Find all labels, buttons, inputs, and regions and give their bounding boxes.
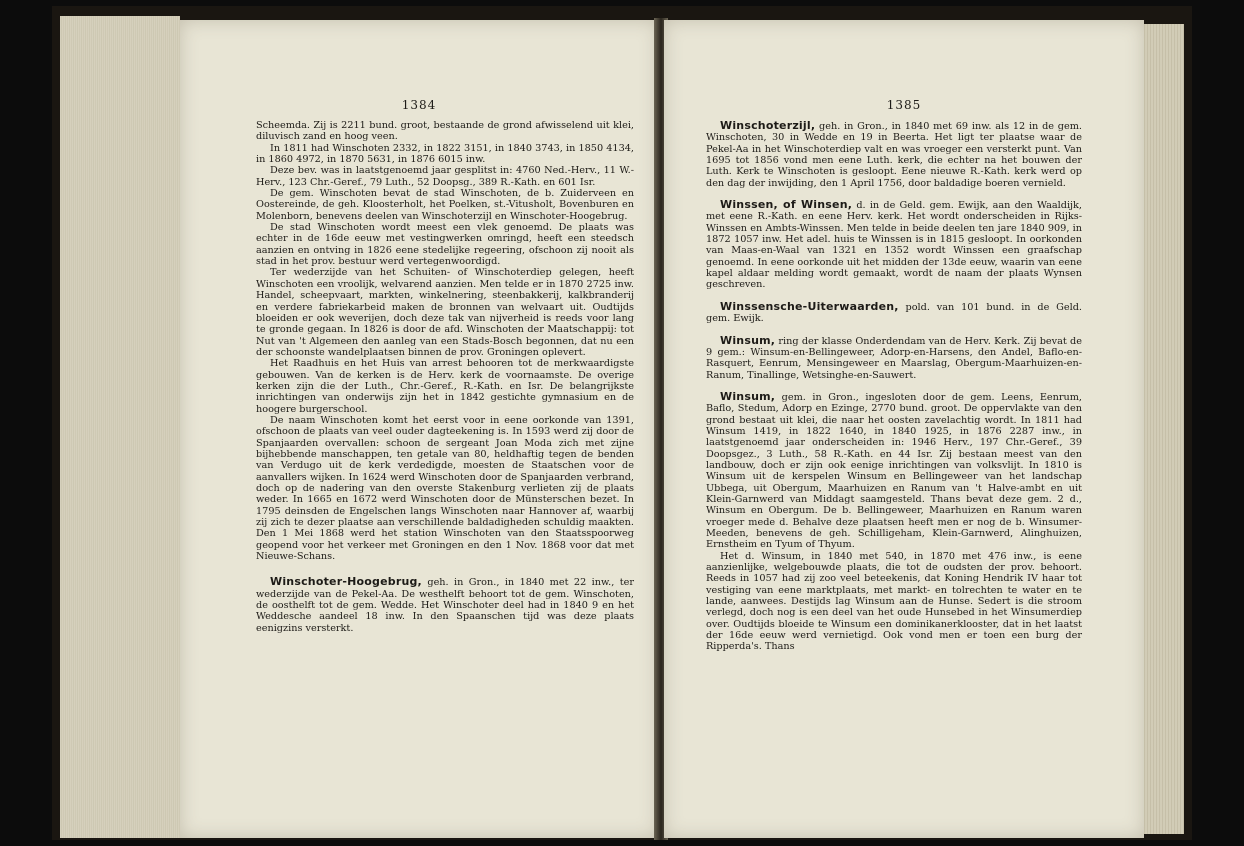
entry-text: geh. in Gron., in 1840 met 69 inw. als 12 in de gem. Winschoten, 30 in Wedde en 19 in Beerta. Het ligt ter plaatse waar de Pekel-Aa in het Winschoterdiep valt en was vroeger een versterkt punt. Van 1695 tot 1856 vond men eene Luth. kerk, die echter na het bouwen der Luth. Kerk te Winschoten is gesloopt. Eene nieuwe R.-Kath. kerk werd op den dag der inwijding, den 1 April 1756, door baldadige boeren vernield. xyxy=(706,121,1082,189)
left-text-column xyxy=(256,120,634,634)
right-text-column xyxy=(706,120,1082,653)
entry-text: ring der klasse Onderdendam van de Herv. Kerk. Zij bevat de 9 gem.: Winsum-en-Bellingeweer, Adorp-en-Harsens, den Andel, Baflo-en-Rasquert, Eenrum, Mensingeweer en Maarslag, Obergum-Maarhuizen-en-Ranum, Tinallinge, Wetsinghe-en-Sauwert. xyxy=(706,335,1082,381)
entry-winsum-ring xyxy=(706,335,1082,381)
headword: Winsum, xyxy=(720,333,776,347)
headword: Winssen, of Winsen, xyxy=(720,198,853,212)
left-page xyxy=(180,20,658,838)
entry-text: pold. van 101 bund. in de Geld. gem. Ewijk. xyxy=(706,301,1082,325)
entry-winschoterzijl xyxy=(706,120,1082,189)
headword: Winschoter-Hoogebrug, xyxy=(270,575,422,589)
page-number-right: 1385 xyxy=(886,98,922,112)
page-number-left: 1384 xyxy=(401,98,437,112)
paragraph: Ter wederzijde van het Schuiten- of Winschoterdiep gelegen, heeft Winschoten een vroolijk, welvarend aanzien. Men telde er in 1870 2725 inw. Handel, scheepvaart, markten, winkelnering, steenbakkerij, kalkbranderij en verdere fabriekarbeid maken de bronnen van welvaart uit. Oudtijds bloeiden er ook weverijen, doch deze tak van nijverheid is reeds voor lang te gronde gegaan. In 1826 is door de afd. Winschoten der Maatschappij: tot Nut van 't Algemeen den aanleg van een Stads-Bosch begonnen, dat nu een der schoonste wandelplaatsen binnen de prov. Groningen oplevert. xyxy=(256,267,634,358)
paragraph: Het Raadhuis en het Huis van arrest behooren tot de merkwaardigste gebouwen. Van de kerken is de Herv. kerk de voornaamste. De overige kerken zijn die der Luth., Chr.-Geref., R.-Kath. en Isr. De belangrijkste inrichtingen van onderwijs zijn het in 1842 gestichte gymnasium en de hoogere burgerschool. xyxy=(256,358,634,415)
page-edges-right xyxy=(1140,24,1184,834)
headword: Winschoterzijl, xyxy=(720,119,816,132)
right-page xyxy=(664,20,1144,838)
entry-winschoter-hoogebrug xyxy=(256,576,634,634)
entry-winssen xyxy=(706,199,1082,291)
entry-text: geh. in Gron., in 1840 met 22 inw., ter wederzijde van de Pekel-Aa. De westhelft behoort tot de gem. Winschoten, de oosthelft tot de gem. Wedde. Het Winschoter deel had in 1840 9 en het Weddesche aandeel 18 inw. In den Spaanschen tijd was deze plaats eenigzins versterkt. xyxy=(256,577,634,634)
paragraph: Scheemda. Zij is 2211 bund. groot, bestaande de grond afwisselend uit klei, diluvisch zand en hoog veen. xyxy=(256,120,634,143)
paragraph: Het d. Winsum, in 1840 met 540, in 1870 met 476 inw., is eene aanzienlijke, welgebouwde plaats, die tot de oudsten der prov. behoort. Reeds in 1057 had zij zoo veel beteekenis, dat Koning Hendrik IV haar tot vestiging van eene marktplaats, met markt- en tolrechten te water en te lande, aanwees. Destijds lag Winsum aan de Hunse. Sedert is die stroom verlegd, doch nog is een deel van het oude Hunsebed in het Winsumerdiep over. Oudtijds bloeide te Winsum een dominikanerklooster, dat in het laatst der 16de eeuw werd vernietigd. Ook vond men er toen een burg der Ripperda's. Thans xyxy=(706,550,1082,653)
paragraph: De naam Winschoten komt het eerst voor in eene oorkonde van 1391, ofschoon de plaats van veel ouder dagteekening is. In 1593 werd zij door de Spanjaarden overvallen: schoon de sergeant Joan Moda zich met zijne bijhebbende manschappen, ten getale van 80, heldhaftig tegen de benden van Verdugo uit de kerk verdedigde, moesten de Staatschen voor de aanvallers wijken. In 1624 werd Winschoten door de Spanjaarden verbrand, doch op de nadering van den overste Stakenburg verlieten zij de plaats weder. In 1665 en 1672 werd Winschoten door de Münsterschen bezet. In 1795 deinsden de Engelschen langs Winschoten naar Hannover af, waarbij zij zich te dezer plaatse aan verschillende baldadigheden schuldig maakten. Den 1 Mei 1868 werd het station Winschoten van den Staatsspoorweg geopend voor het verkeer met Groningen en den 1 Nov. 1868 voor dat met Nieuwe-Schans. xyxy=(256,414,634,563)
paragraph: In 1811 had Winschoten 2332, in 1822 3151, in 1840 3743, in 1850 4134, in 1860 4972, in 1870 5631, in 1876 6015 inw. xyxy=(256,142,634,166)
paragraph: De stad Winschoten wordt meest een vlek genoemd. De plaats was echter in de 16de eeuw met vestingwerken omringd, heeft een steedsch aanzien en ontving in 1826 eene stedelijke regeering, ofschoon zij nooit als stad in het prov. bestuur werd vertegenwoordigd. xyxy=(256,222,634,268)
paragraph: Deze bev. was in laatstgenoemd jaar gesplitst in: 4760 Ned.-Herv., 11 W.-Herv., 123 Chr.-Geref., 79 Luth., 52 Doopsg., 389 R.-Kath. en 601 Isr. xyxy=(256,165,634,188)
entry-text: d. in de Geld. gem. Ewijk, aan den Waaldijk, met eene R.-Kath. en eene Herv. kerk. Het wordt onderscheiden in Rijks-Winssen en Ambts-Winssen. Men telde in beide deelen ten jare 1840 909, in 1872 1057 inw. Het adel. huis te Winssen is in 1815 gesloopt. In oorkonden van Maas-en-Waal van 1321 en 1352 wordt Winssen een graafschap genoemd. In eene oorkonde uit het midden der 13de eeuw, waarin van eene kapel aldaar melding wordt gemaakt, wordt de naam der plaats Wynsen geschreven. xyxy=(706,200,1083,291)
entry-winssensche-uiterwaarden xyxy=(706,301,1082,325)
entry-text: gem. in Gron., ingesloten door de gem. Leens, Eenrum, Baflo, Stedum, Adorp en Ezinge, 2770 bund. groot. De oppervlakte van den grond bestaat uit klei, die naar het oosten zavelachtig wordt. In 1811 had Winsum 1419, in 1822 1640, in 1840 1925, in 1876 2287 inw., in laatstgenoemd jaar onderscheiden in: 1946 Herv., 197 Chr.-Geref., 39 Doopsgez., 3 Luth., 58 R.-Kath. en 44 Isr. Zij bestaan meest van den landbouw, doch er zijn ook eenige inrichtingen van volksvlijt. In 1810 is Winsum uit de kerspelen Winsum en Bellingeweer van het landschap Ubbega, uit Obergum, Maarhuizen en Ranum van 't Halve-ambt en uit Klein-Garnwerd van Middagt saamgesteld. Thans bevat deze gem. 2 d., Winsum en Obergum. De b. Bellingeweer, Maarhuizen en Ranum waren vroeger mede d. Behalve deze plaatsen heeft men er nog de b. Winsumer-Meeden, benevens de geh. Schilligeham, Klein-Garnwerd, Alinghuizen, Ernstheim en Tyum of Thyum. xyxy=(706,391,1082,551)
entry-winsum-gem xyxy=(706,391,1082,551)
paragraph: De gem. Winschoten bevat de stad Winschoten, de b. Zuiderveen en Oostereinde, de geh. Kloosterholt, het Poelken, st.-Vitusholt, Bovenburen en Molenborn, benevens deelen van Winschoterzijl en Winschoter-Hoogebrug. xyxy=(256,188,634,222)
page-edges-left xyxy=(60,16,180,838)
headword: Winssensche-Uiterwaarden, xyxy=(720,299,899,313)
headword: Winsum, xyxy=(720,389,776,403)
